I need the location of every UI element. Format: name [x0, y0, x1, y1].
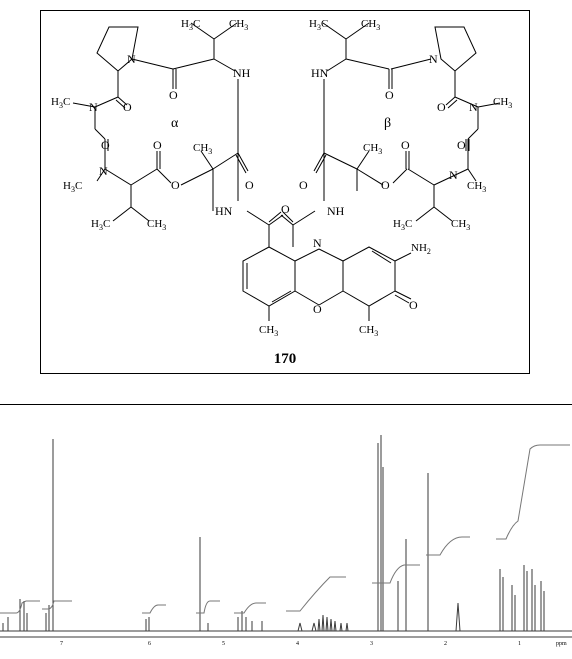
- atom-o: O: [153, 138, 162, 152]
- atom-o: O: [281, 202, 290, 216]
- atom-hn: HN: [311, 66, 329, 80]
- atom-n: N: [469, 100, 478, 114]
- atom-o: O: [245, 178, 254, 192]
- atom-nh2: $NH_2$: [411, 242, 431, 256]
- atom-ch3: $CH_3$: [147, 218, 167, 232]
- atom-o: O: [123, 100, 132, 114]
- atom-nh: NH: [327, 204, 345, 218]
- tick-7: 7: [60, 641, 63, 647]
- tick-ppm: ppm: [556, 641, 567, 647]
- tick-6: 6: [148, 641, 151, 647]
- nmr-spectrum-panel: [0, 404, 572, 659]
- atom-n: N: [429, 52, 438, 66]
- tick-4: 4: [296, 641, 299, 647]
- atom-h3c: $H_3C$: [91, 218, 111, 232]
- atom-hn: HN: [215, 204, 233, 218]
- atom-n: N: [127, 52, 136, 66]
- bond-lines: [73, 23, 500, 321]
- atom-o: O: [313, 302, 322, 316]
- integration-curves: [0, 445, 570, 613]
- atom-h3c: $H_3C$: [181, 18, 201, 32]
- atom-h3c: $H_3C$: [309, 18, 329, 32]
- atom-o: O: [381, 178, 390, 192]
- spectrum-trace: [0, 435, 572, 637]
- actinomycin-structure: [41, 11, 531, 375]
- atom-ch3: $CH_3$: [451, 218, 471, 232]
- beta-label: β: [384, 116, 392, 131]
- atom-n: N: [99, 164, 108, 178]
- chemical-structure-panel: [40, 10, 530, 374]
- nmr-spectrum: [0, 405, 572, 659]
- atom-o: O: [299, 178, 308, 192]
- atom-ch3: $CH_3$: [493, 96, 513, 110]
- atom-ch3: $CH_3$: [229, 18, 249, 32]
- alpha-label: α: [171, 116, 179, 131]
- atom-ch3: $CH_3$: [259, 324, 279, 338]
- atom-ch3: $CH_3$: [193, 142, 213, 156]
- tick-1: 1: [518, 641, 521, 647]
- tick-5: 5: [222, 641, 225, 647]
- tick-3: 3: [370, 641, 373, 647]
- atom-o: O: [101, 138, 110, 152]
- atom-ch3: $CH_3$: [361, 18, 381, 32]
- atom-ch3: $CH_3$: [467, 180, 487, 194]
- atom-o: O: [169, 88, 178, 102]
- atom-o: O: [171, 178, 180, 192]
- tick-2: 2: [444, 641, 447, 647]
- atom-ch3: $CH_3$: [359, 324, 379, 338]
- atom-o: O: [437, 100, 446, 114]
- atom-o: O: [457, 138, 466, 152]
- atom-h3c: $H_3C$: [393, 218, 413, 232]
- atom-h3c: $H_3C$: [51, 96, 71, 110]
- atom-n: N: [89, 100, 98, 114]
- atom-o: O: [401, 138, 410, 152]
- compound-number: 170: [273, 351, 297, 367]
- atom-o: O: [409, 298, 418, 312]
- atom-h3c: $H_3C$: [63, 180, 83, 194]
- atom-n: N: [313, 236, 322, 250]
- atom-o: O: [385, 88, 394, 102]
- atom-ch3: $CH_3$: [363, 142, 383, 156]
- atom-n: N: [449, 168, 458, 182]
- atom-nh: NH: [233, 66, 251, 80]
- axis-tick-labels: [60, 641, 567, 647]
